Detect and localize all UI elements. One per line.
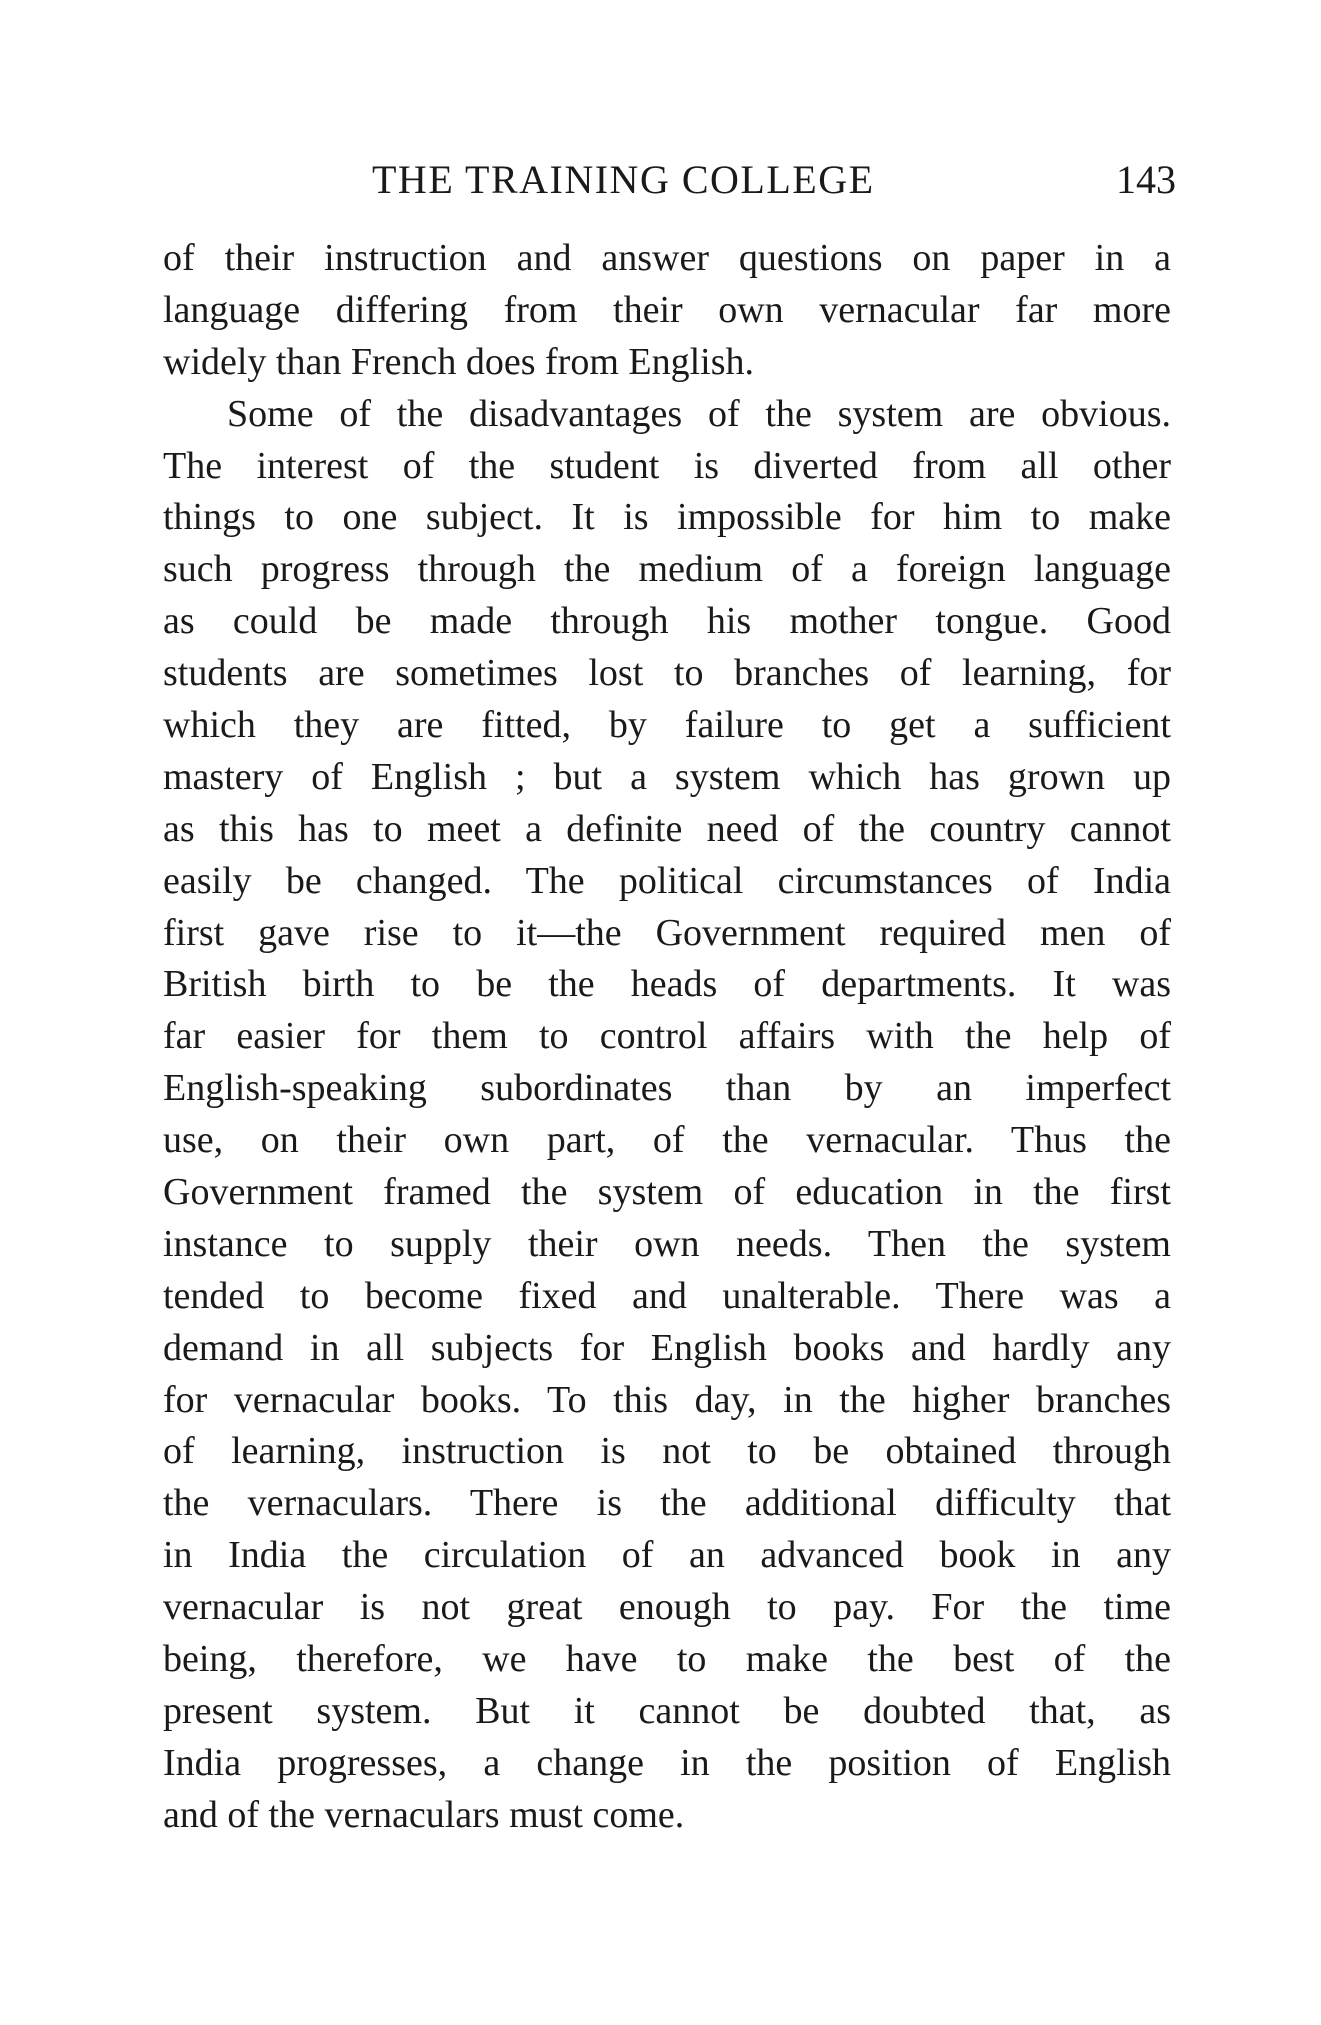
text-line: mastery of English ; but a system which has grown up: [163, 755, 1171, 798]
text-line: English-speaking subordinates than by an imperfect: [163, 1067, 1171, 1110]
running-title: THE TRAINING COLLEGE: [372, 157, 875, 202]
text-line: India progresses, a change in the position of English: [163, 1741, 1171, 1784]
text-line: being, therefore, we have to make the best of the: [163, 1638, 1171, 1681]
body-text: [163, 233, 1171, 1842]
text-line: vernacular is not great enough to pay. For the time: [163, 1586, 1171, 1629]
text-line: in India the circulation of an advanced book in any: [163, 1534, 1171, 1577]
text-line: British birth to be the heads of departments. It was: [163, 963, 1171, 1006]
text-line: widely than French does from English.: [163, 340, 755, 383]
text-line: first gave rise to it—the Government required men of: [163, 911, 1171, 954]
text-line: as this has to meet a definite need of the country cannot: [163, 807, 1171, 850]
text-line: Some of the disadvantages of the system are obvious.: [227, 392, 1171, 435]
paragraph: [163, 233, 1171, 389]
text-line: The interest of the student is diverted from all other: [163, 444, 1171, 487]
text-line: tended to become fixed and unalterable. There was a: [163, 1274, 1171, 1317]
text-line: demand in all subjects for English books and hardly any: [163, 1326, 1171, 1369]
text-line: Government framed the system of education in the first: [163, 1171, 1171, 1214]
text-line: such progress through the medium of a foreign language: [163, 548, 1171, 591]
text-line: of their instruction and answer questions on paper in a: [163, 237, 1171, 279]
text-line: instance to supply their own needs. Then the system: [163, 1222, 1171, 1265]
text-line: students are sometimes lost to branches of learning, for: [163, 652, 1171, 695]
text-line: things to one subject. It is impossible for him to make: [163, 496, 1171, 539]
text-line: language differing from their own vernacular far more: [163, 288, 1171, 331]
text-line: far easier for them to control affairs with the help of: [163, 1015, 1171, 1058]
text-line: the vernaculars. There is the additional difficulty that: [163, 1482, 1171, 1525]
text-line: as could be made through his mother tongue. Good: [163, 600, 1171, 643]
text-line: and of the vernaculars must come.: [163, 1793, 685, 1836]
running-head: [0, 150, 1321, 210]
text-line: present system. But it cannot be doubted that, as: [163, 1689, 1171, 1732]
text-line: for vernacular books. To this day, in the higher branches: [163, 1378, 1171, 1421]
text-line: use, on their own part, of the vernacular. Thus the: [163, 1119, 1171, 1162]
page-number: 143: [1116, 157, 1176, 202]
text-line: of learning, instruction is not to be obtained through: [163, 1430, 1171, 1473]
text-line: easily be changed. The political circumstances of India: [163, 859, 1171, 902]
text-line: which they are fitted, by failure to get a sufficient: [163, 704, 1171, 747]
paragraph: [163, 389, 1171, 1842]
